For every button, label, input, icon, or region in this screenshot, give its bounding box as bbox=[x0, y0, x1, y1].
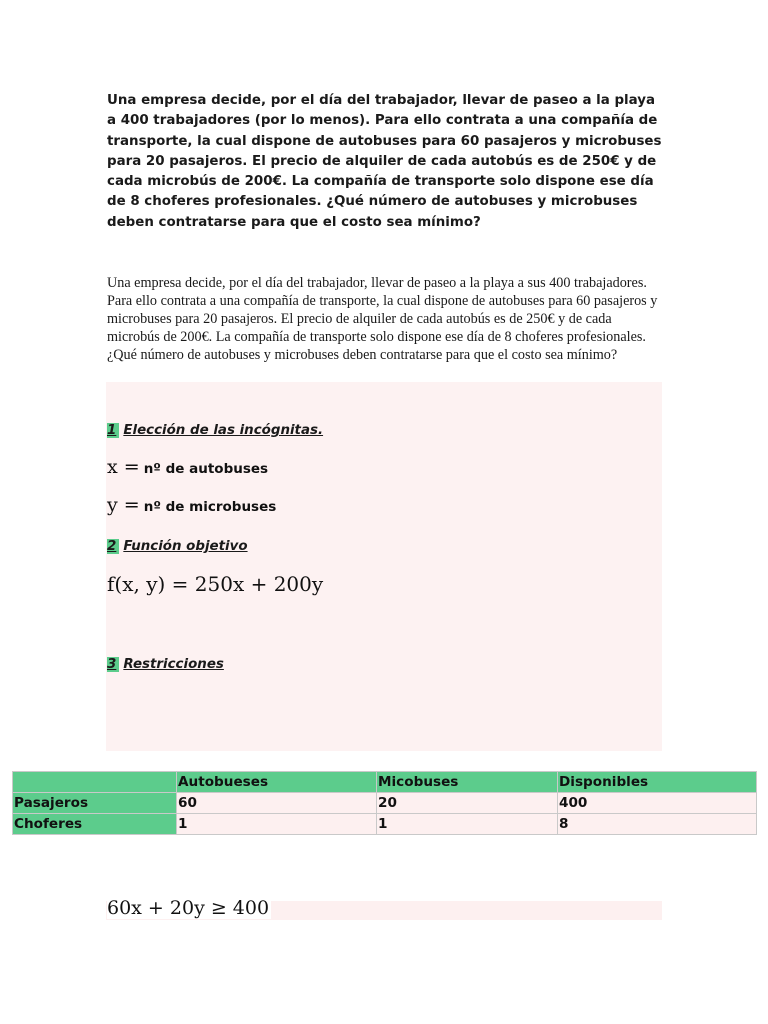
step-number: 2 bbox=[107, 539, 119, 554]
step-1-heading bbox=[107, 422, 323, 440]
table-cell: 400 bbox=[558, 793, 757, 814]
variable-y bbox=[107, 494, 276, 516]
table-row-label: Choferes bbox=[13, 814, 177, 835]
step-title: Función objetivo bbox=[123, 539, 248, 554]
table-header-cell bbox=[13, 772, 177, 793]
variable-x bbox=[107, 456, 268, 478]
step-3-heading bbox=[107, 656, 224, 674]
step-title: Elección de las incógnitas. bbox=[123, 423, 324, 438]
problem-statement-serif: Una empresa decide, por el día del trabajador, llevar de paseo a la playa a sus 400 trabajadores. Para ello contrata a una compañía de transporte, la cual dispone de autobuses para 60 pasajeros y microbuses para 20 pasajeros. El precio de alquiler de cada autobús es de 250€ y de cada microbús de 200€. La compañía de transporte solo dispone ese día de 8 choferes profesionales. ¿Qué número de autobuses y microbuses deben contratarse para que el costo sea mínimo? bbox=[107, 275, 658, 363]
variable-description: nº de autobuses bbox=[143, 461, 269, 477]
step-number: 3 bbox=[107, 657, 119, 672]
step-number: 1 bbox=[107, 423, 119, 438]
table-row bbox=[13, 793, 757, 814]
step-2-heading bbox=[107, 538, 248, 556]
problem-statement-bold: Una empresa decide, por el día del trabajador, llevar de paseo a la playa a 400 trabajadores (por lo menos). Para ello contrata a una compañía de transporte, la cual dispone de autobuses para 60 pasajeros y microbuses para 20 pasajeros. El precio de alquiler de cada autobús es de 250€ y de cada microbús de 200€. La compañía de transporte solo dispone ese día de 8 choferes profesionales. ¿Qué número de autobuses y microbuses deben contratarse para que el costo sea mínimo? bbox=[107, 93, 662, 230]
variable-symbol: x = bbox=[107, 456, 140, 478]
table-cell: 60 bbox=[177, 793, 377, 814]
objective-function: f(x, y) = 250x + 200y bbox=[107, 572, 324, 596]
table-cell: 1 bbox=[377, 814, 558, 835]
table-row-label: Pasajeros bbox=[13, 793, 177, 814]
step-title: Restricciones bbox=[123, 657, 224, 672]
table-header-cell: Micobuses bbox=[377, 772, 558, 793]
table-header-cell: Disponibles bbox=[558, 772, 757, 793]
table-cell: 8 bbox=[558, 814, 757, 835]
constraints-table bbox=[12, 771, 757, 835]
table-cell: 20 bbox=[377, 793, 558, 814]
table-cell: 1 bbox=[177, 814, 377, 835]
variable-symbol: y = bbox=[107, 494, 140, 516]
variable-description: nº de microbuses bbox=[143, 499, 277, 515]
table-row bbox=[13, 814, 757, 835]
table-header-cell: Autobueses bbox=[177, 772, 377, 793]
constraint-inequality: 60x + 20y ≥ 400 bbox=[107, 897, 270, 919]
table-header-row bbox=[13, 772, 757, 793]
